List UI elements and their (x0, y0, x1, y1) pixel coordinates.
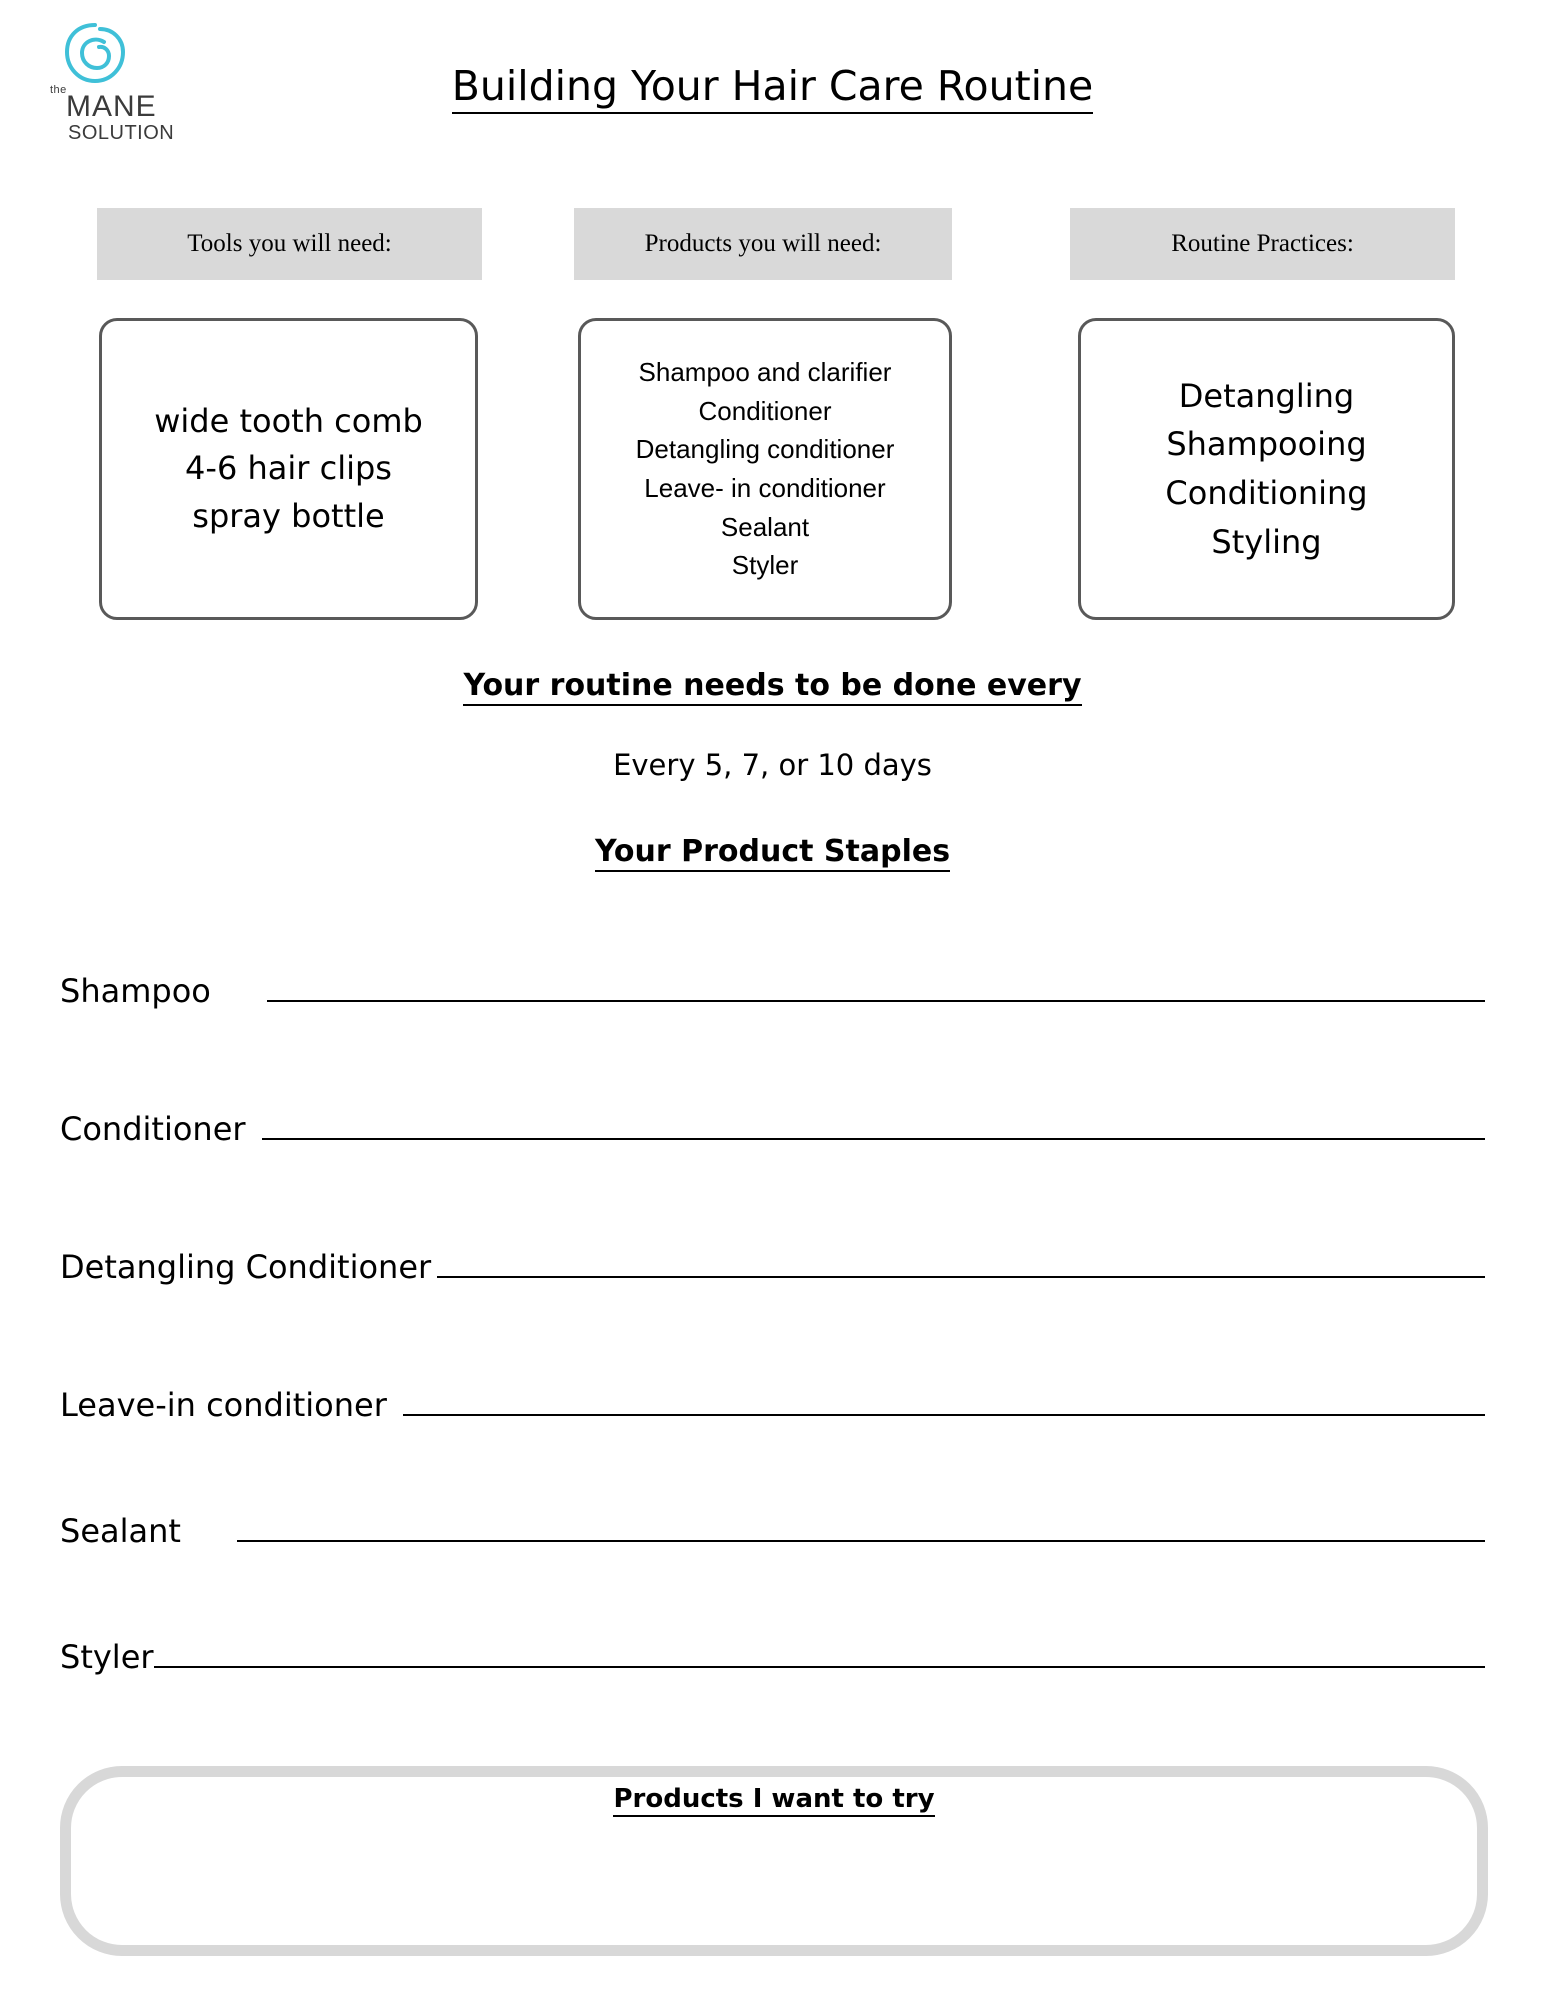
staple-input-sealant[interactable] (237, 1508, 1485, 1542)
routine-column-header-label: Routine Practices: (1171, 230, 1354, 257)
products-item: Conditioner (698, 395, 832, 426)
staple-input-conditioner[interactable] (262, 1106, 1485, 1140)
tools-list-box (99, 318, 478, 620)
staple-label-sealant: Sealant (60, 1512, 181, 1550)
frequency-heading-label: Your routine needs to be done every (463, 668, 1081, 706)
routine-practices-box (1078, 318, 1455, 620)
products-list-box (578, 318, 952, 620)
tools-item: spray bottle (192, 496, 385, 535)
tools-item: wide tooth comb (154, 401, 423, 440)
staple-row (60, 1634, 1485, 1684)
staple-label-detangling-conditioner: Detangling Conditioner (60, 1248, 432, 1286)
staple-input-leave-in-conditioner[interactable] (403, 1382, 1485, 1416)
staple-label-conditioner: Conditioner (60, 1110, 246, 1148)
staple-row (60, 1244, 1485, 1294)
staple-input-shampoo[interactable] (267, 968, 1485, 1002)
staples-heading (0, 834, 1545, 869)
tools-item: 4-6 hair clips (185, 449, 392, 488)
routine-column-header (1070, 208, 1455, 280)
frequency-heading (0, 668, 1545, 703)
staple-label-leave-in-conditioner: Leave-in conditioner (60, 1386, 387, 1424)
tools-column-header-label: Tools you will need: (187, 230, 392, 257)
staple-label-shampoo: Shampoo (60, 972, 211, 1010)
staple-input-styler[interactable] (154, 1634, 1485, 1668)
frequency-value: Every 5, 7, or 10 days (613, 748, 932, 782)
products-to-try-heading-label: Products I want to try (613, 1784, 934, 1817)
routine-item: Conditioning (1165, 474, 1368, 512)
logo-text-solution: SOLUTION (68, 122, 175, 144)
products-item: Sealant (720, 511, 810, 542)
products-item: Shampoo and clarifier (638, 356, 892, 387)
routine-item: Shampooing (1166, 425, 1367, 464)
products-column-header-label: Products you will need: (644, 230, 882, 257)
staples-heading-label: Your Product Staples (595, 834, 950, 872)
products-to-try-heading (60, 1784, 1488, 1814)
logo-text-the: the (50, 84, 67, 96)
products-item: Styler (731, 550, 799, 581)
staple-row (60, 1382, 1485, 1432)
staple-row (60, 1106, 1485, 1156)
routine-item: Styling (1211, 522, 1322, 561)
staple-input-detangling-conditioner[interactable] (437, 1244, 1485, 1278)
products-item: Leave- in conditioner (644, 473, 886, 503)
page-title-text: Building Your Hair Care Routine (452, 62, 1094, 114)
products-item: Detangling conditioner (635, 434, 895, 465)
page-title (0, 62, 1545, 110)
tools-column-header (97, 208, 482, 280)
staple-row (60, 968, 1485, 1018)
products-column-header (574, 208, 952, 280)
staple-label-styler: Styler (60, 1638, 154, 1676)
logo-text-mane: MANE (66, 90, 157, 123)
routine-item: Detangling (1178, 376, 1355, 415)
staple-row (60, 1508, 1485, 1558)
